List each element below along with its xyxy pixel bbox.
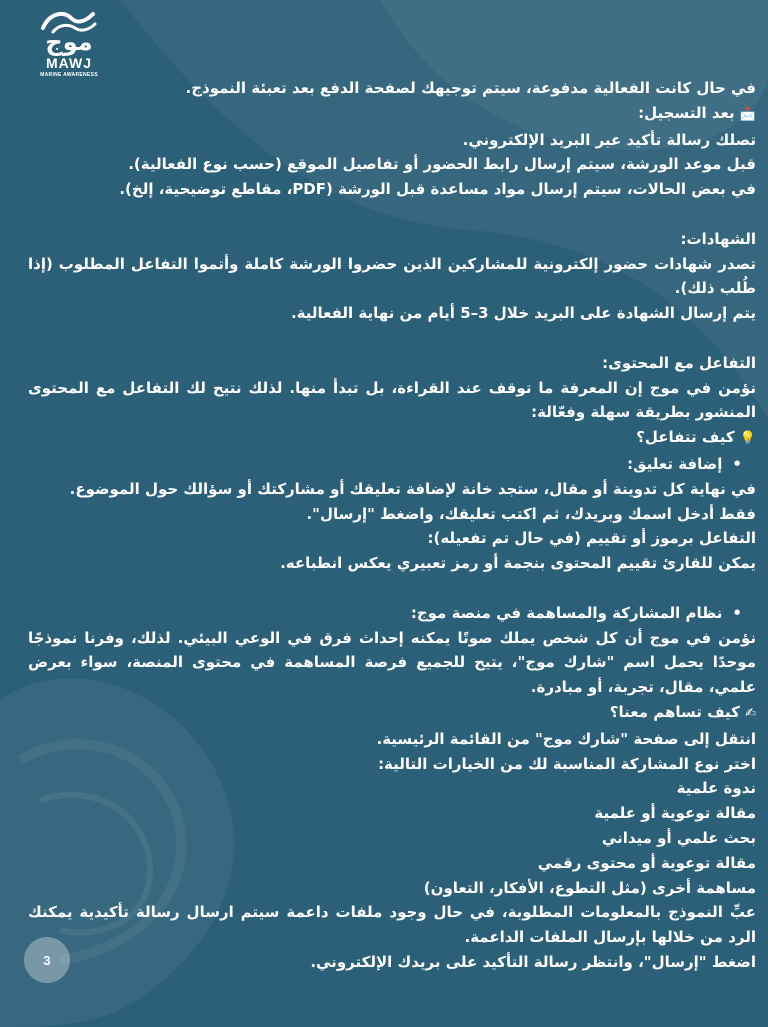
lightbulb-icon: 💡 [739,431,756,447]
certificates-heading: الشهادات: [680,229,756,248]
contribution-option: مقالة توعوية أو علمية [594,804,756,823]
contribution-option: بحث علمي أو ميداني [601,828,756,847]
contribution-step: انتقل إلى صفحة "شارك موج" من القائمة الرئيسية. [376,729,756,748]
page-number: 3 [24,937,70,983]
certificates-delivery: يتم إرسال الشهادة على البريد خلال 3–5 أيام من نهاية الفعالية. [290,304,756,323]
contribution-option: مقالة توعوية أو محتوى رقمي [537,853,756,872]
writing-hand-icon: ✍ [745,705,756,721]
mawj-logo [34,6,104,82]
how-to-interact-heading: 💡 كيف تتفاعل؟ [636,428,756,447]
interaction-heading: التفاعل مع المحتوى: [602,353,756,372]
contribution-option: مساهمة أخرى (مثل التطوع، الأفكار، التعاون) [423,878,756,897]
add-comment-bullet: • إضافة تعليق: [28,452,756,477]
logo-name: MAWJ [46,55,92,71]
paid-event-note: في حال كانت الفعالية مدفوعة، سيتم توجيهك لصفحة الدفع بعد تعبئة النموذج. [185,79,756,97]
interaction-intro: نؤمن في موج إن المعرفة ما توقف عند القراءة، بل تبدأ منها. لذلك نتيح لك التفاعل مع المحتوى المنشور بطريقة سهلة وفعّالة: [28,378,756,422]
rating-heading: التفاعل برموز أو تقييم (في حال تم تفعيله): [427,529,756,548]
after-registration-line: تصلك رسالة تأكيد عبر البريد الإلكتروني. [462,130,756,149]
contribution-step: اضغط "إرسال"، وانتظر رسالة التأكيد على بريدك الإلكتروني. [310,952,756,971]
certificates-paragraph: تصدر شهادات حضور إلكترونية للمشاركين الذين حضروا الورشة كاملة وأتموا التفاعل المطلوب (إذا طُلب ذلك). [28,254,756,298]
envelope-icon: 📩 [739,106,756,122]
how-to-contribute-heading: ✍ كيف تساهم معنا؟ [609,702,756,721]
after-registration-line: في بعض الحالات، سيتم إرسال مواد مساعدة قبل الورشة (PDF، مقاطع توضيحية، إلخ). [119,180,756,199]
document-body [28,76,756,975]
logo-subtitle: MARINE AWARENESS [40,72,98,78]
wave-icon [39,6,99,36]
contribution-step: اختر نوع المشاركة المناسبة لك من الخيارات التالية: [378,754,756,773]
contribution-system-bullet: • نظام المشاركة والمساهمة في منصة موج: [28,601,756,626]
contribution-step: عبِّ النموذج بالمعلومات المطلوبة، في حال وجود ملفات داعمة سيتم ارسال رسالة تأكيدية يمكنك الرد من خلالها بإرسال الملفات الداعمة. [28,903,756,947]
logo-arabic-mark: موج [45,28,93,56]
contribution-intro: نؤمن في موج أن كل شخص يملك صوتًا يمكنه إحداث فرق في الوعي البيئي. لذلك، وفرنا نموذجًا موحدًا يحمل اسم "شارك موج"، يتيح للجميع فرصة المساهمة في محتوى المنصة، سواء بعرض علمي، مقال، تجربة، أو مبادرة. [28,628,756,697]
comment-instruction: فقط أدخل اسمك وبريدك، ثم اكتب تعليقك، واضغط "إرسال". [306,504,756,523]
after-registration-heading: 📩 بعد التسجيل: [638,103,756,122]
contribution-option: ندوة علمية [676,779,756,798]
comment-instruction: في نهاية كل تدوينة أو مقال، ستجد خانة لإضافة تعليقك أو مشاركتك أو سؤالك حول الموضوع. [69,479,756,498]
after-registration-line: قبل موعد الورشة، سيتم إرسال رابط الحضور أو تفاصيل الموقع (حسب نوع الفعالية). [128,155,756,174]
rating-text: يمكن للقارئ تقييم المحتوى بنجمة أو رمز تعبيري يعكس انطباعه. [280,554,756,573]
